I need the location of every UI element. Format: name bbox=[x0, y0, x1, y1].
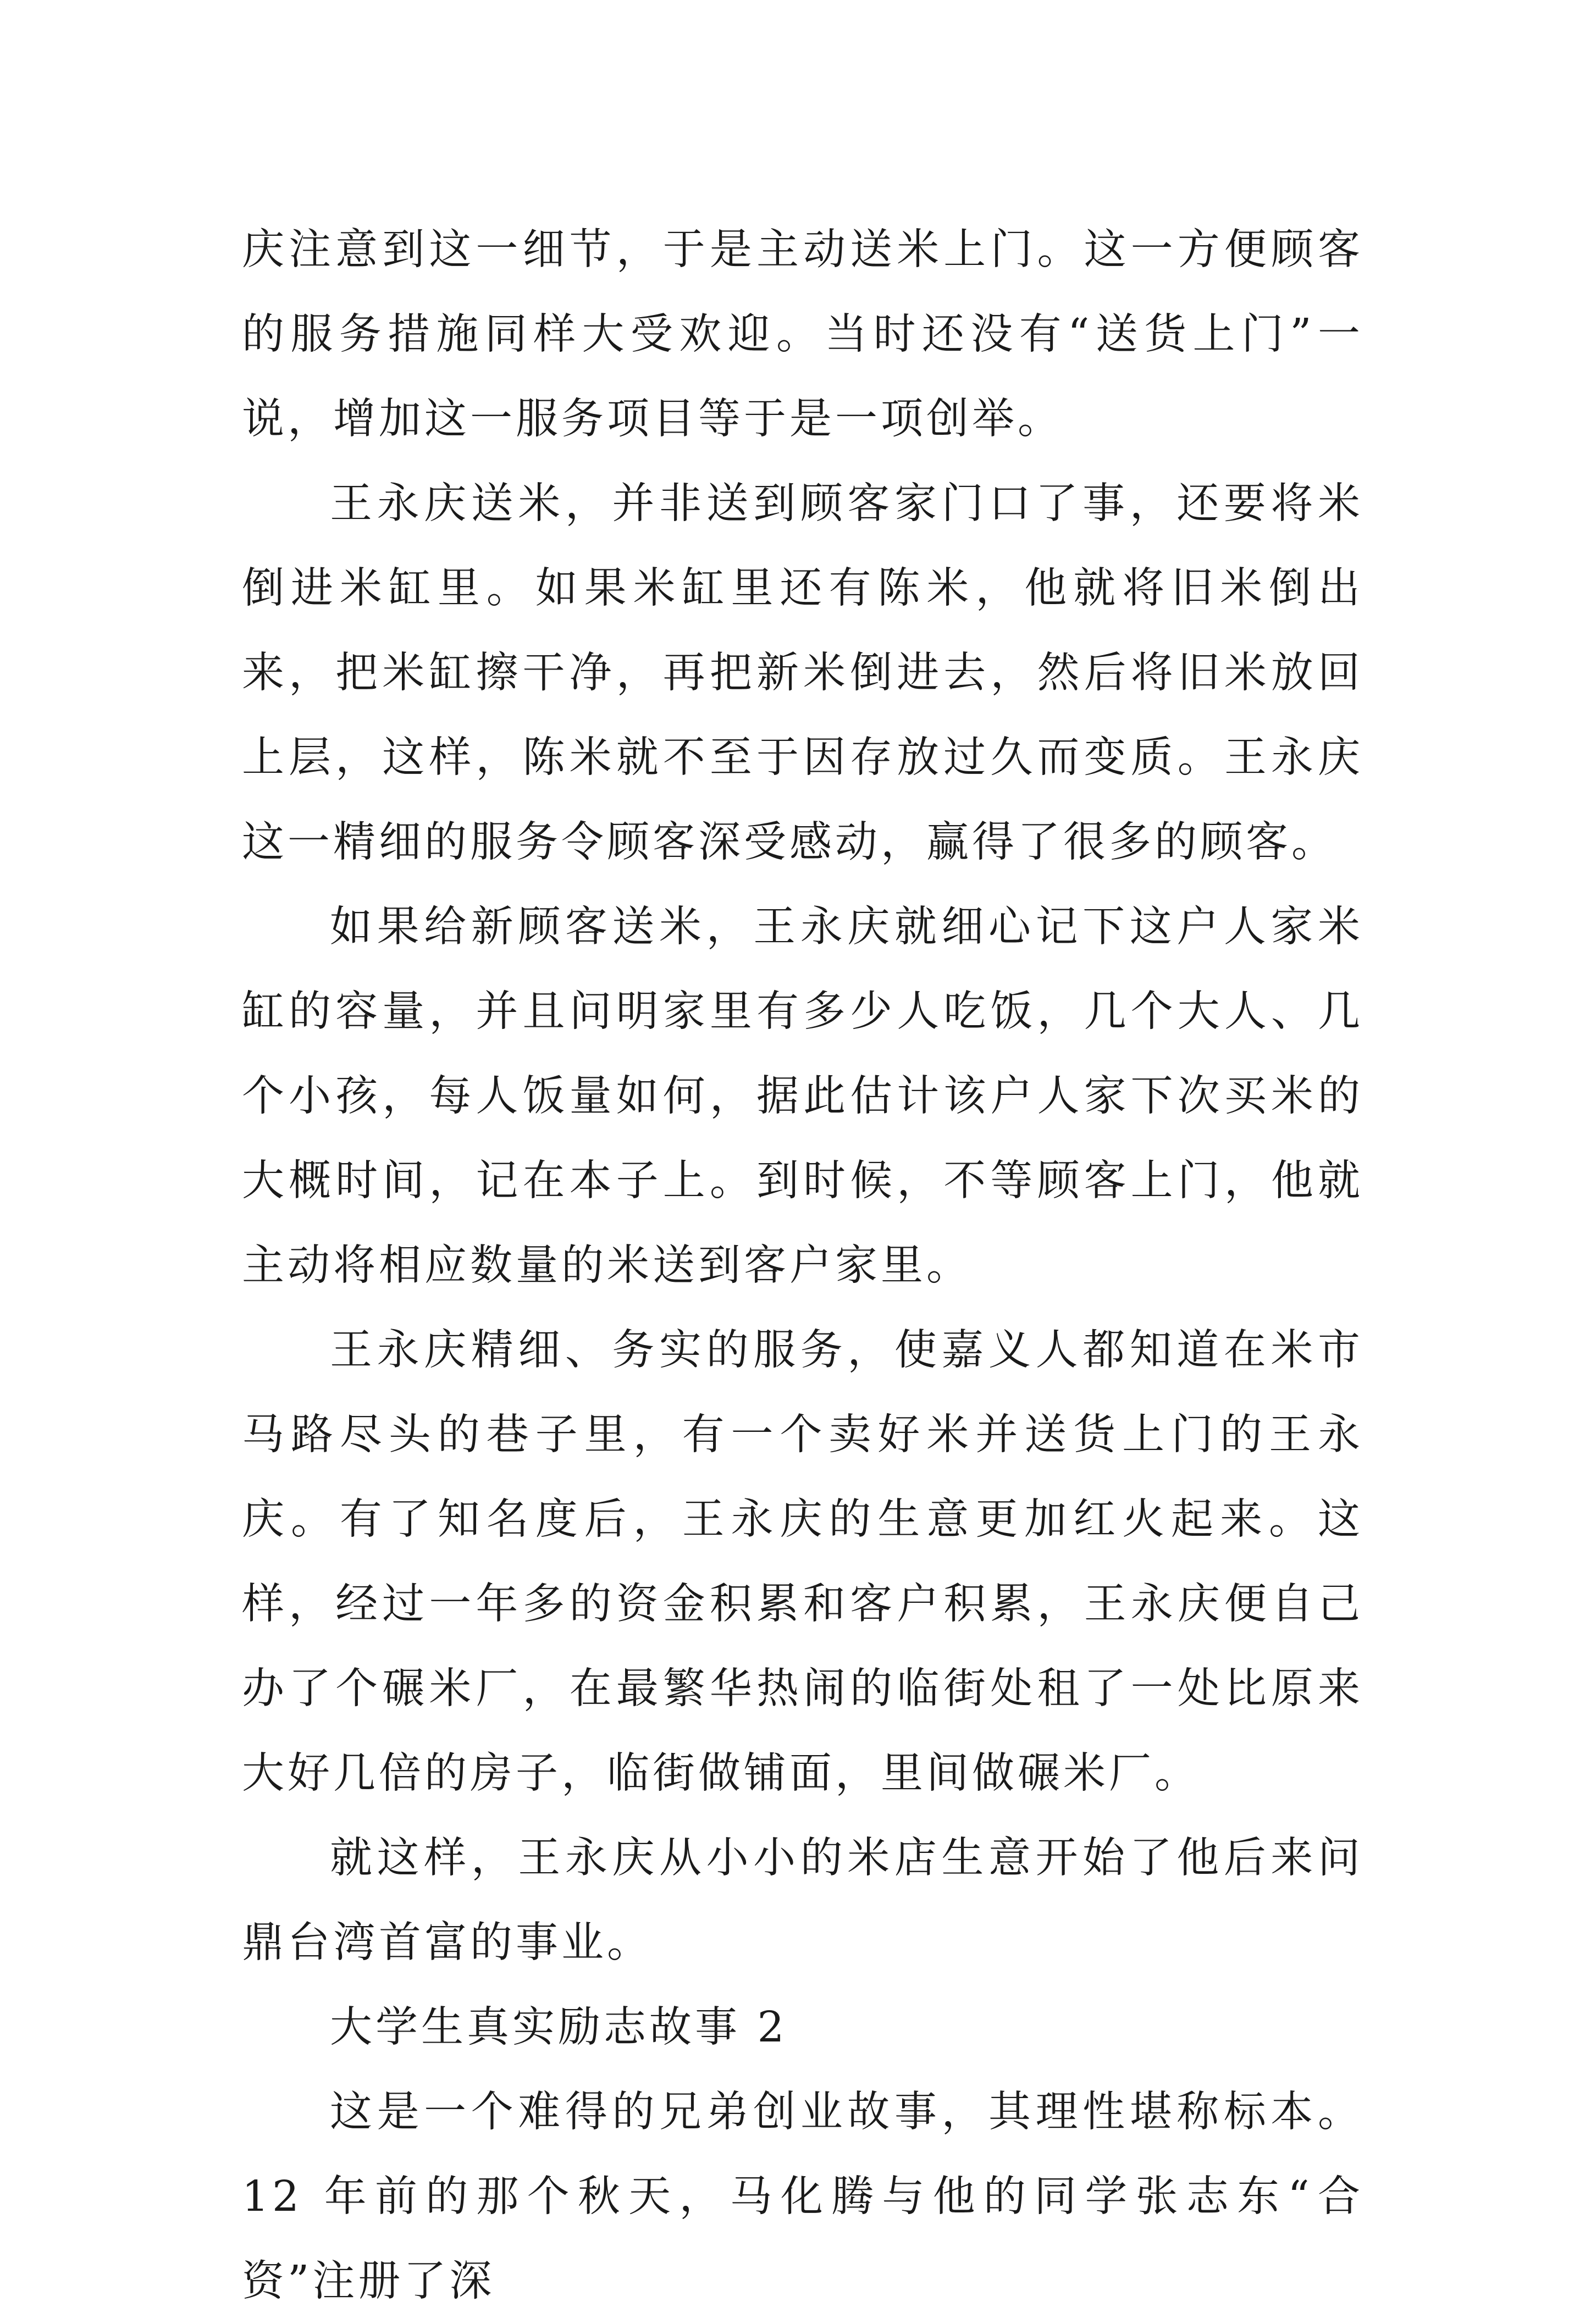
paragraph-1: 庆注意到这一细节，于是主动送米上门。这一方便顾客的服务措施同样大受欢迎。当时还没有“送货上门”一说，增加这一服务项目等于是一项创举。 bbox=[242, 225, 1363, 444]
paragraph-6: 这是一个难得的兄弟创业故事，其理性堪称标本。12 年前的那个秋天，马化腾与他的同学张志东“合资”注册了深 bbox=[242, 2088, 1363, 2306]
section-heading: 大学生真实励志故事 2 bbox=[330, 2003, 788, 2052]
paragraph-4: 王永庆精细、务实的服务，使嘉义人都知道在米市马路尽头的巷子里，有一个卖好米并送货上门的王永庆。有了知名度后，王永庆的生意更加红火起来。这样，经过一年多的资金积累和客户积累，王永庆便自己办了个碾米厂，在最繁华热闹的临街处租了一处比原来大好几倍的房子，临街做铺面，里间做碾米厂。 bbox=[242, 1326, 1363, 1798]
document-body bbox=[242, 208, 1363, 2324]
paragraph-2: 王永庆送米，并非送到顾客家门口了事，还要将米倒进米缸里。如果米缸里还有陈米，他就将旧米倒出来，把米缸擦干净，再把新米倒进去，然后将旧米放回上层，这样，陈米就不至于因存放过久而变质。王永庆这一精细的服务令顾客深受感动，赢得了很多的顾客。 bbox=[242, 479, 1363, 867]
paragraph-5: 就这样，王永庆从小小的米店生意开始了他后来问鼎台湾首富的事业。 bbox=[242, 1834, 1363, 1967]
paragraph-3: 如果给新顾客送米，王永庆就细心记下这户人家米缸的容量，并且问明家里有多少人吃饭，几个大人、几个小孩，每人饭量如何，据此估计该户人家下次买米的大概时间，记在本子上。到时候，不等顾客上门，他就主动将相应数量的米送到客户家里。 bbox=[242, 903, 1363, 1290]
